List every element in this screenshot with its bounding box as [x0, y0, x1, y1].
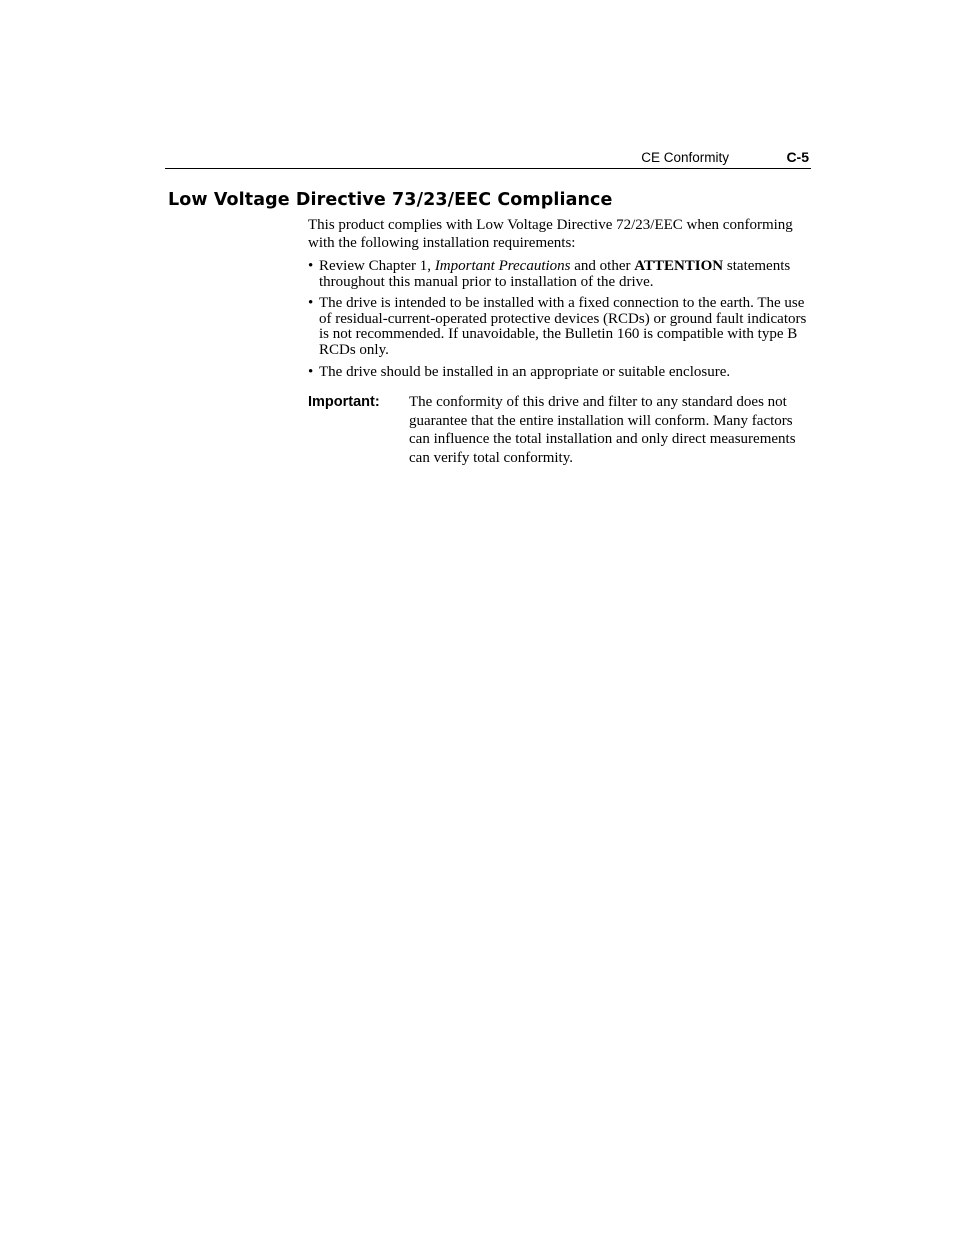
requirements-list	[308, 259, 814, 380]
list-item	[308, 259, 814, 290]
list-item-text: statements throughout this manual prior to installation of the drive.	[319, 258, 791, 290]
list-item-text: The drive is intended to be installed with a fixed connection to the earth. The use of residual-current-operated protective devices (RCDs) or ground fault indicators is not recommended. If unavoidable, the Bulletin 160 is compatible with type B RCDs only.	[319, 295, 807, 358]
section-heading: Low Voltage Directive 73/23/EEC Compliance	[168, 190, 613, 210]
list-item-text: and other	[574, 258, 631, 274]
list-item-italic-text: Important Precautions	[434, 258, 571, 274]
bullet-icon: •	[308, 363, 314, 380]
important-label: Important:	[308, 394, 380, 411]
list-item-text: The drive should be installed in an appropriate or suitable enclosure.	[319, 363, 731, 380]
intro-paragraph: This product complies with Low Voltage Directive 72/23/EEC when conforming with the following installation requirements:	[308, 217, 793, 251]
header-section-title: CE Conformity	[641, 150, 729, 165]
bullet-icon: •	[308, 295, 314, 312]
important-text: The conformity of this drive and filter to any standard does not guarantee that the entire installation will conform. Many factors can influence the total installation and only direct measurements can verify total conformity.	[409, 394, 796, 466]
list-item-bold-text: ATTENTION	[634, 258, 724, 274]
list-item	[308, 296, 814, 358]
section-body	[308, 216, 814, 467]
bullet-icon: •	[308, 258, 314, 274]
list-item	[308, 365, 814, 381]
page-number: C-5	[786, 149, 809, 165]
page-header	[165, 148, 811, 169]
list-item-text: Review Chapter 1,	[319, 258, 432, 274]
important-note	[308, 393, 814, 467]
